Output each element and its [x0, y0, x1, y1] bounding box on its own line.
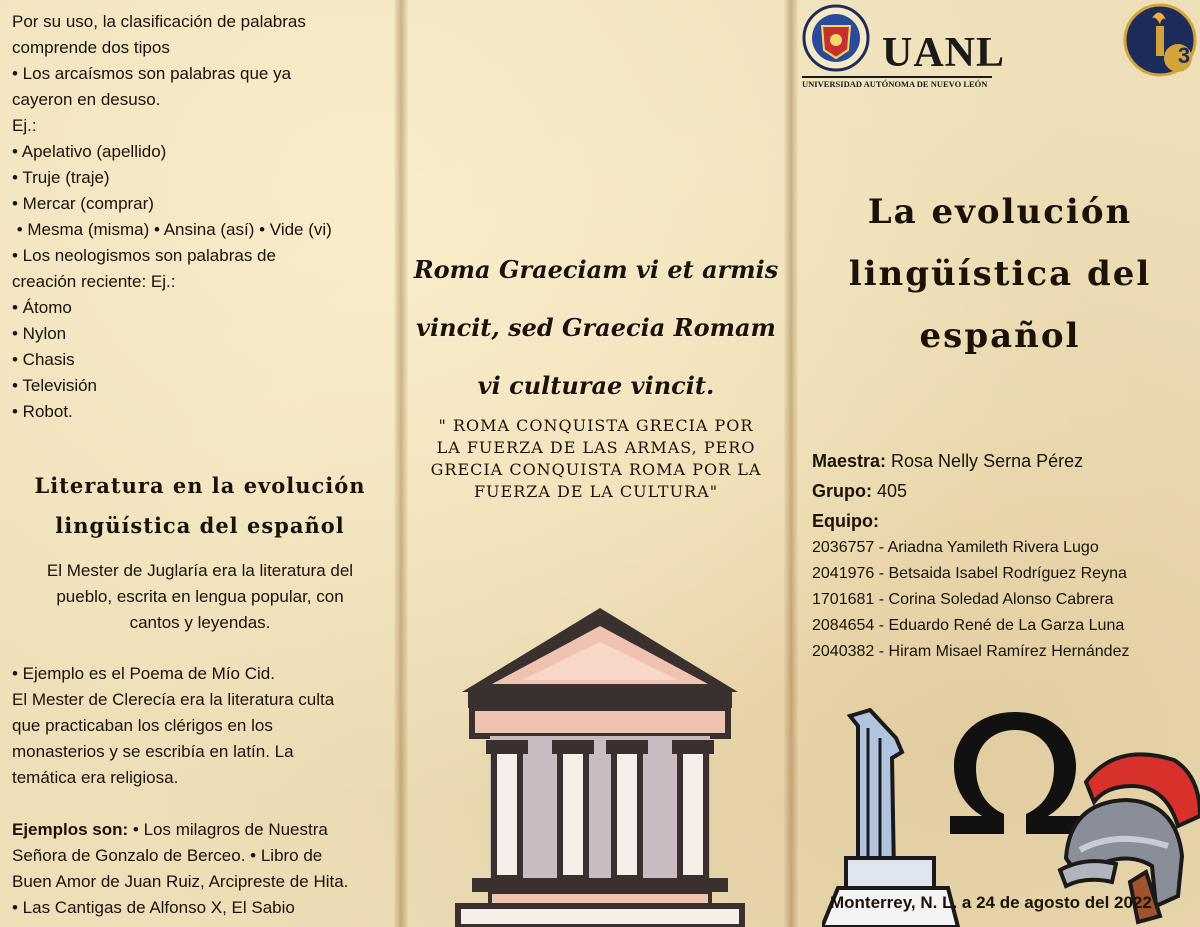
location-date-footer: Monterrey, N. L. a 24 de agosto del 2022 [830, 893, 1152, 912]
uanl-logo-text: UANL [882, 30, 1006, 76]
translation-line: FUERZA DE LA CULTURA" [473, 482, 719, 501]
right-panel [790, 0, 1200, 927]
team-label: Equipo: [812, 511, 879, 531]
text-line: • Nylon [12, 324, 67, 343]
logo-divider [802, 76, 992, 78]
section-title-line: lingüística del español [55, 513, 345, 538]
text-line: • Chasis [12, 350, 75, 369]
uanl-logo-subtext: UNIVERSIDAD AUTÓNOMA DE NUEVO LEÓN [802, 79, 988, 89]
examples-item: • Los milagros de Nuestra [128, 820, 328, 839]
text-line: Señora de Gonzalo de Berceo. • Libro de [12, 846, 323, 865]
left-panel [0, 0, 400, 927]
badge-number: 3 [1177, 43, 1191, 68]
teacher-info [812, 446, 1083, 476]
text-line: • Átomo [12, 298, 72, 317]
temple-icon [450, 600, 750, 927]
list-item: 2036757 - Ariadna Yamileth Rivera Lugo [812, 539, 1099, 556]
title-line: español [919, 316, 1081, 356]
word-classification-text [12, 9, 332, 425]
text-line: • Los arcaísmos son palabras que ya [12, 64, 292, 83]
examples-label: Ejemplos son: [12, 820, 129, 839]
text-line: El Mester de Juglaría era la literatura del [46, 561, 354, 580]
text-line: cayeron en desuso. [12, 90, 161, 109]
text-line: comprende dos tipos [12, 38, 170, 57]
text-line: • Apelativo (apellido) [12, 142, 167, 161]
group-info [812, 476, 907, 506]
text-line: • Robot. [12, 402, 73, 421]
text-line: Buen Amor de Juan Ruiz, Arcipreste de Hita. [12, 872, 349, 891]
latin-line: Roma Graeciam vi et armis [413, 255, 779, 284]
quote-translation [414, 415, 778, 503]
text-line: • Mesma (misma) • Ansina (así) • Vide (vi) [12, 220, 332, 239]
title-line: La evolución [867, 192, 1133, 232]
title-line: lingüística del [848, 254, 1152, 294]
translation-line: LA FUERZA DE LAS ARMAS, PERO [436, 438, 756, 457]
latin-line: vi culturae vincit. [477, 371, 715, 400]
text-line: • Truje (traje) [12, 168, 110, 187]
text-line: El Mester de Clerecía era la literatura culta [12, 690, 335, 709]
section-title-line: Literatura en la evolución [34, 473, 366, 498]
text-line: • Las Cantigas de Alfonso X, El Sabio [12, 898, 295, 917]
page-title [790, 181, 1200, 367]
text-line: Por su uso, la clasificación de palabras [12, 12, 306, 31]
group-label: Grupo: [812, 481, 872, 501]
latin-line: vincit, sed Graecia Romam [416, 313, 776, 342]
literature-section-title [0, 466, 400, 546]
text-line [12, 817, 348, 843]
text-line: cantos y leyendas. [129, 613, 271, 632]
group-value: 405 [872, 481, 908, 501]
mester-juglaria-text [0, 558, 400, 636]
translation-line: " ROMA CONQUISTA GRECIA POR [438, 416, 754, 435]
middle-panel [404, 0, 788, 927]
text-line: • Ejemplo es el Poema de Mío Cid. [12, 664, 275, 683]
text-line: Ej.: [12, 116, 37, 135]
text-line: creación reciente: Ej.: [12, 272, 176, 291]
teacher-name: Rosa Nelly Serna Pérez [886, 451, 1084, 471]
text-line: temática era religiosa. [12, 768, 179, 787]
translation-line: GRECIA CONQUISTA ROMA POR LA [430, 460, 762, 479]
team-members-list [812, 535, 1129, 665]
text-line: monasterios y se escribía en latín. La [12, 742, 294, 761]
list-item: 2041976 - Betsaida Isabel Rodríguez Reyna [812, 565, 1127, 582]
list-item: 2084654 - Eduardo René de La Garza Luna [812, 617, 1125, 634]
text-line: • Mercar (comprar) [12, 194, 154, 213]
latin-quote [404, 241, 788, 415]
text-line: • Los neologismos son palabras de [12, 246, 276, 265]
list-item: 2040382 - Hiram Misael Ramírez Hernández [812, 643, 1130, 660]
examples-text [12, 817, 348, 921]
text-line: • Televisión [12, 376, 98, 395]
list-item: 1701681 - Corina Soledad Alonso Cabrera [812, 591, 1114, 608]
text-line: pueblo, escrita en lengua popular, con [56, 587, 344, 606]
text-line: que practicaban los clérigos en los [12, 716, 273, 735]
teacher-label: Maestra: [812, 451, 887, 471]
uanl-seal-icon [802, 4, 870, 72]
mester-clerecia-text [12, 661, 334, 791]
